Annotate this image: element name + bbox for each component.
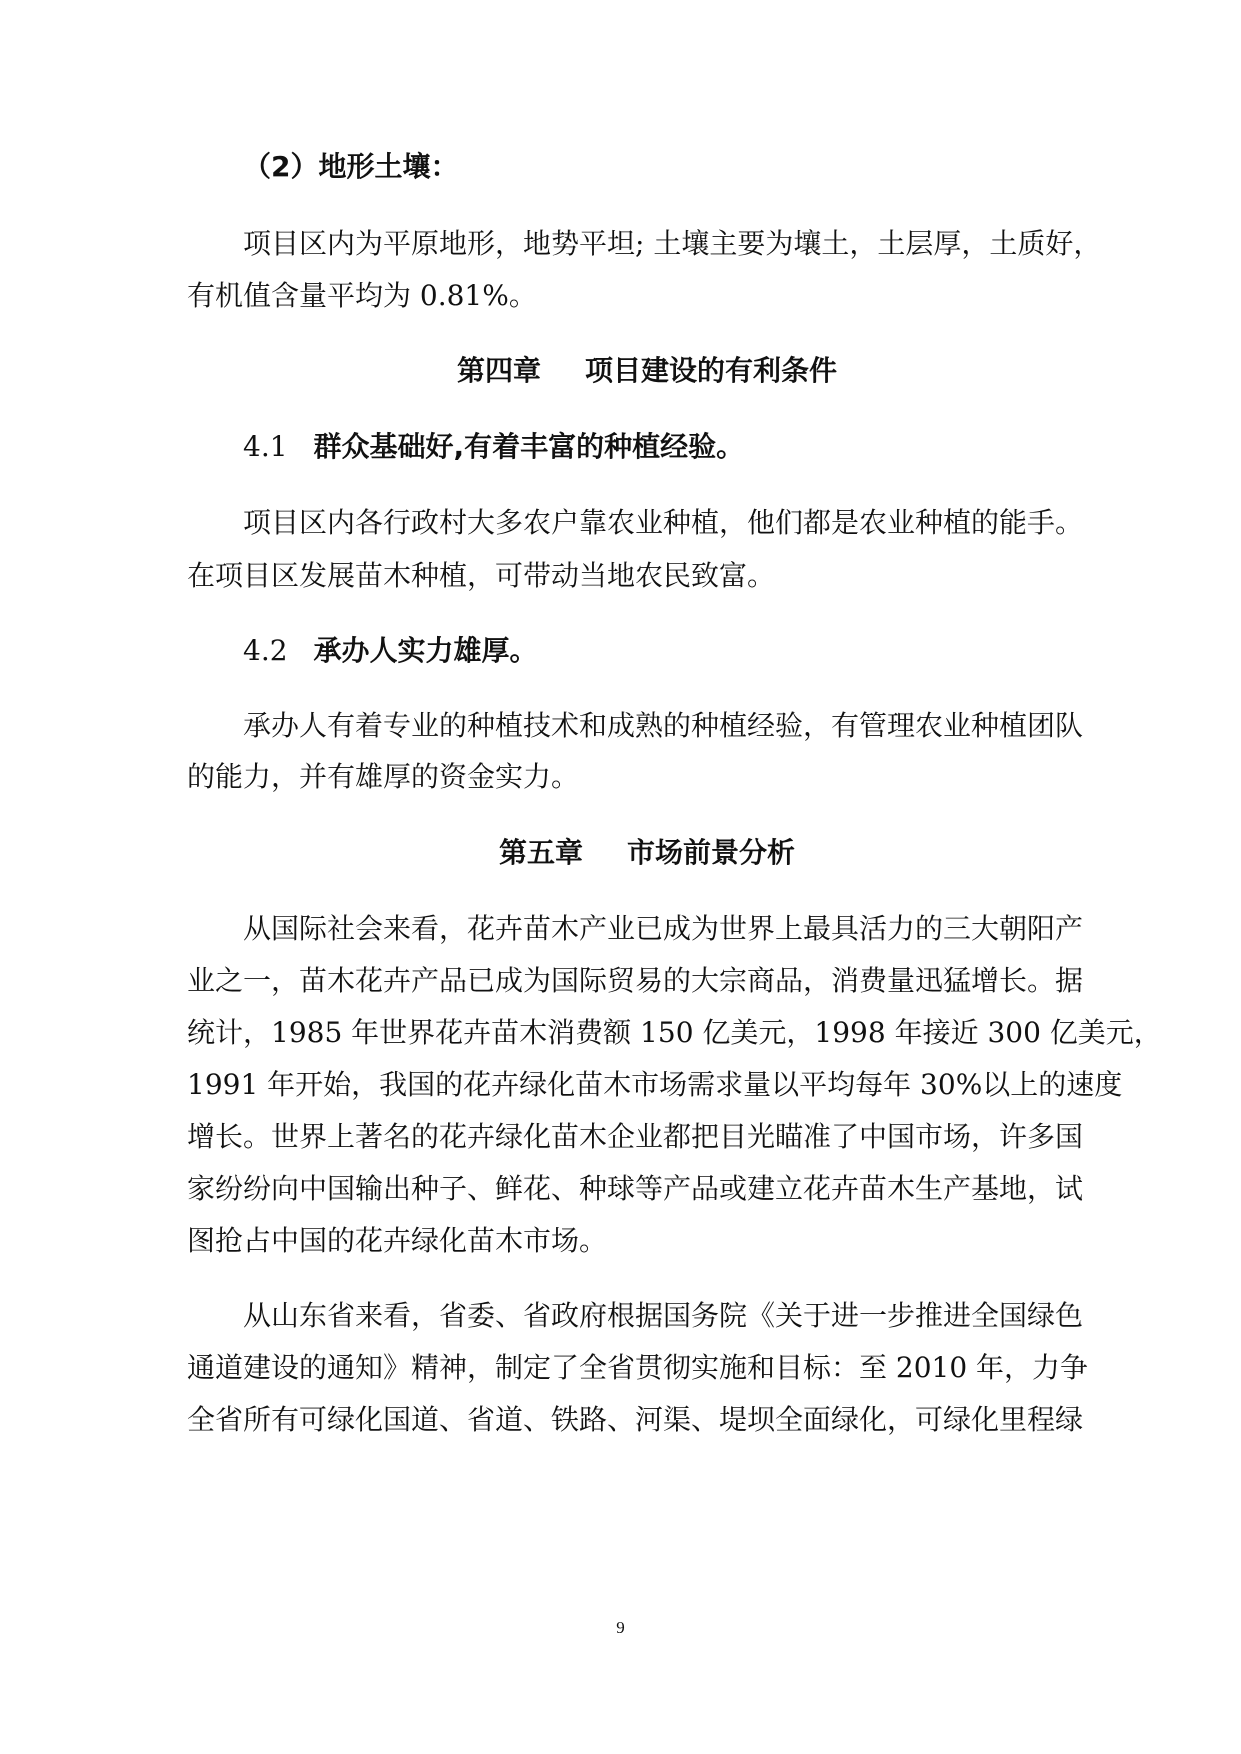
paragraph-line: 承办人有着专业的种植技术和成熟的种植经验，有管理农业种植团队 [243,709,1084,742]
paragraph-line: 增长。世界上著名的花卉绿化苗木企业都把目光瞄准了中国市场，许多国 [187,1120,1084,1153]
page-number: 9 [616,1618,625,1637]
paragraph-line: 图抢占中国的花卉绿化苗木市场。 [187,1224,608,1257]
paragraph-line: 从国际社会来看，花卉苗木产业已成为世界上最具活力的三大朝阳产 [243,912,1084,945]
heading-text: （2）地形土壤： [243,150,459,183]
section-number: 4.2 [243,634,288,667]
chapter-4-heading [187,340,1107,402]
chapter-title: 项目建设的有利条件 [585,354,838,387]
paragraph-line: 从山东省来看，省委、省政府根据国务院《关于进一步推进全国绿色 [243,1299,1084,1332]
section-number: 4.1 [243,430,288,463]
paragraph-line: 的能力，并有雄厚的资金实力。 [187,760,580,793]
paragraph-line: 全省所有可绿化国道、省道、铁路、河渠、堤坝全面绿化，可绿化里程绿 [187,1403,1084,1436]
paragraph-line: 通道建设的通知》精神，制定了全省贯彻实施和目标：至 2010 年，力争 [187,1351,1089,1384]
section-4-2-heading [243,620,1163,682]
paragraph-line: 在项目区发展苗木种植，可带动当地农民致富。 [187,559,776,592]
paragraph-line: 有机值含量平均为 0.81%。 [187,279,537,312]
subsection-heading-topography [243,136,1163,198]
paragraph-line: 业之一，苗木花卉产品已成为国际贸易的大宗商品，消费量迅猛增长。据 [187,964,1084,997]
section-title: 承办人实力雄厚。 [313,634,538,667]
paragraph-line: 项目区内为平原地形，地势平坦; 土壤主要为壤土，土层厚，土质好， [243,227,1102,260]
chapter-number: 第五章 [498,836,583,869]
paragraph-line: 项目区内各行政村大多农户靠农业种植，他们都是农业种植的能手。 [243,506,1084,539]
section-4-1-heading [243,416,1163,478]
paragraph-line: 1991 年开始，我国的花卉绿化苗木市场需求量以平均每年 30%以上的速度 [187,1068,1123,1101]
paragraph-line: 家纷纷向中国输出种子、鲜花、种球等产品或建立花卉苗木生产基地，试 [187,1172,1084,1205]
paragraph-line: 统计，1985 年世界花卉苗木消费额 150 亿美元，1998 年接近 300 亿美元， [187,1016,1162,1049]
chapter-number: 第四章 [456,354,541,387]
section-title: 群众基础好,有着丰富的种植经验。 [313,430,745,463]
chapter-5-heading [187,822,1107,884]
chapter-title: 市场前景分析 [627,836,796,869]
